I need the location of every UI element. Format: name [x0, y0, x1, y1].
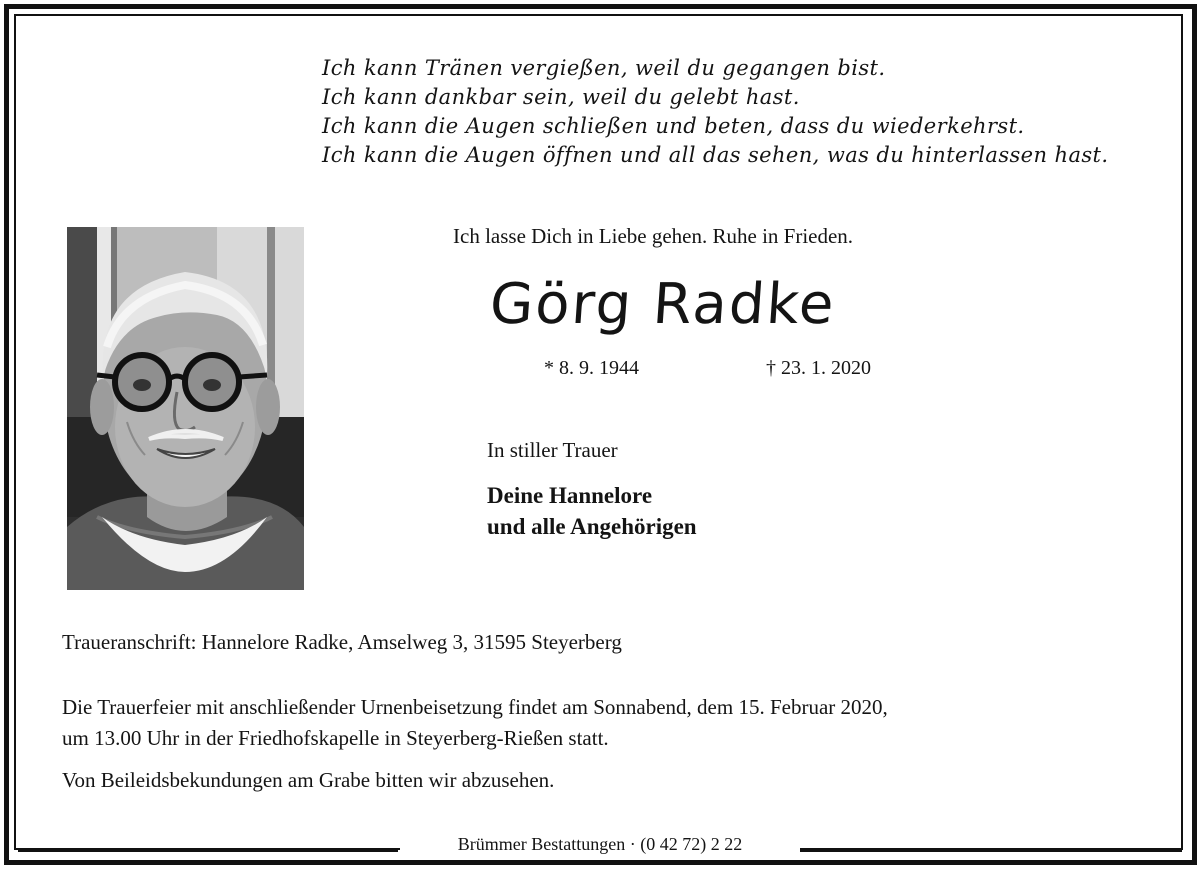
death-date: † 23. 1. 2020	[766, 357, 871, 379]
service-line: Die Trauerfeier mit anschließender Urnenbeisetzung findet am Sonnabend, dem 15. Februar 2020,	[62, 695, 888, 719]
mourner-line: Deine Hannelore	[487, 483, 653, 508]
portrait-photo	[67, 227, 304, 590]
farewell-line: Ich lasse Dich in Liebe gehen. Ruhe in Frieden.	[453, 224, 854, 248]
funeral-service-info	[62, 692, 1162, 754]
footer-rule	[800, 848, 1182, 852]
mourning-intro: In stiller Trauer	[487, 438, 618, 462]
mourning-address: Traueranschrift: Hannelore Radke, Amselweg 3, 31595 Steyerberg	[62, 630, 622, 654]
poem-line: Ich kann die Augen schließen und beten, dass du wiederkehrst.	[322, 114, 1025, 138]
portrait-illustration	[67, 227, 304, 590]
poem-line: Ich kann Tränen vergießen, weil du gegangen bist.	[322, 56, 886, 80]
poem-line: Ich kann die Augen öffnen und all das sehen, was du hinterlassen hast.	[322, 143, 1109, 167]
poem	[322, 54, 1172, 170]
deceased-name: Görg Radke	[487, 272, 838, 337]
poem-line: Ich kann dankbar sein, weil du gelebt hast.	[322, 85, 800, 109]
mourners	[487, 480, 697, 542]
service-line: um 13.00 Uhr in der Friedhofskapelle in Steyerberg-Rießen statt.	[62, 726, 609, 750]
footer-rule	[18, 848, 398, 852]
condolence-note: Von Beileidsbekundungen am Grabe bitten wir abzusehen.	[62, 768, 555, 792]
mourner-line: und alle Angehörigen	[487, 514, 697, 539]
funeral-home-footer: Brümmer Bestattungen · (0 42 72) 2 22	[400, 834, 800, 855]
birth-date: * 8. 9. 1944	[544, 357, 639, 379]
